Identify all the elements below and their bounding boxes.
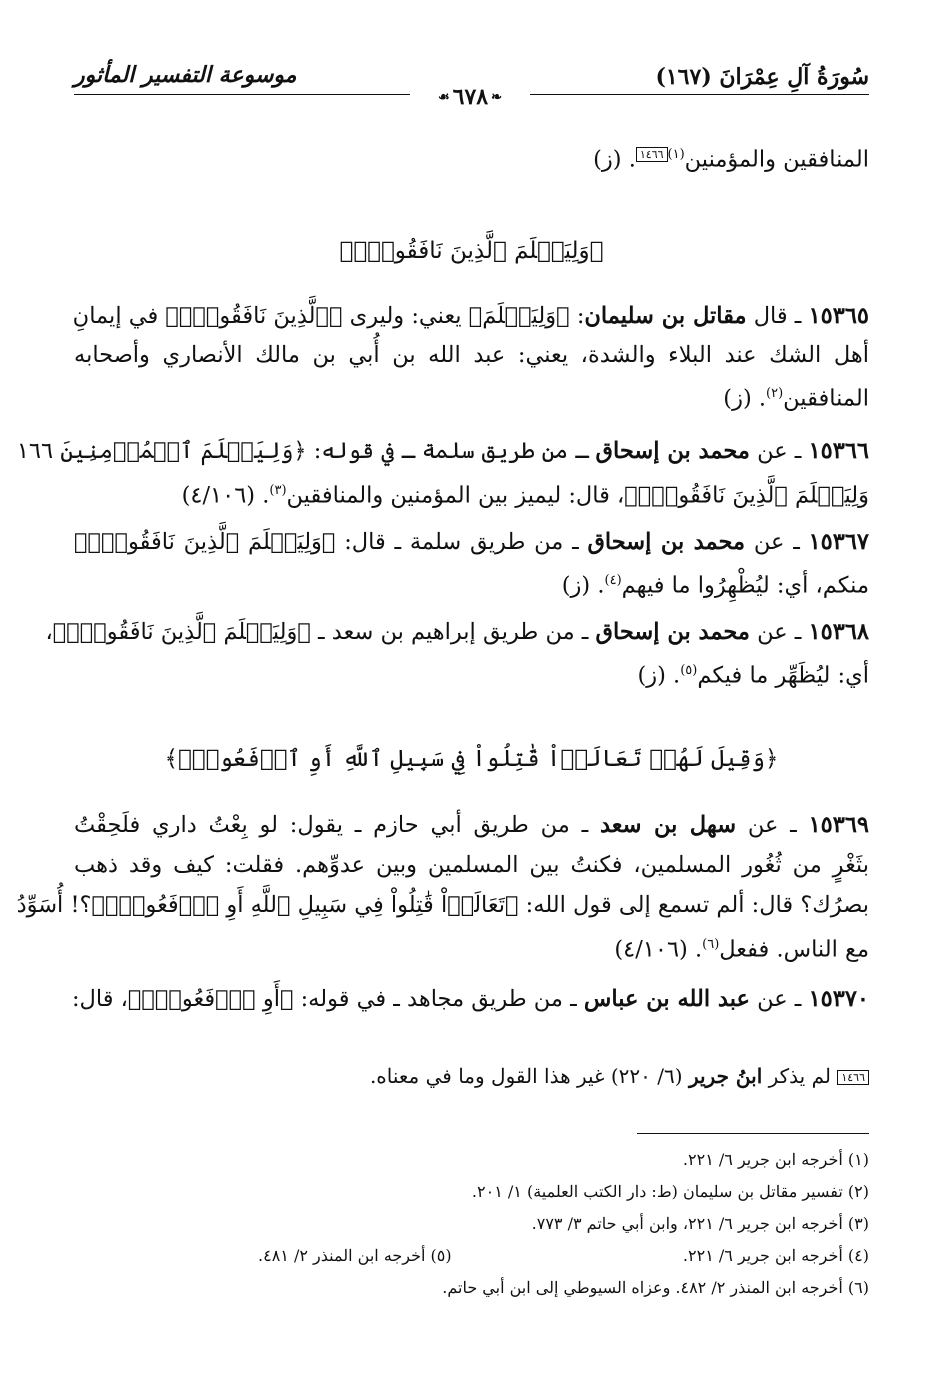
verse-heading: ﴿وَلِيَعۡلَمَ ٱلَّذِينَ نَافَقُواْۚ﴾: [339, 238, 604, 264]
entry-15366-line-1: ١٥٣٦٦ ـ عن محمد بن إسحاق ـ من طريق سلمة ـ في قوله: ﴿وَلِيَعۡلَمَ ٱلۡمُؤۡمِنِينَ ١٦٦: [16, 438, 869, 464]
entry-15369-line-1: ١٥٣٦٩ ـ عن سهل بن سعد ـ من طريق أبي حازم ـ يقول: لو بِعْتُ داري فلَحِقْتُ: [74, 812, 869, 838]
continuation-line: المنافقين والمؤمنين$^{(١)}$١٤٦٦. (ز): [593, 146, 869, 173]
entry-15367-line-1: ١٥٣٦٧ ـ عن محمد بن إسحاق ـ من طريق سلمة ـ قال: ﴿وَلِيَعۡلَمَ ٱلَّذِينَ نَافَقُواْۚ﴾: [74, 529, 869, 555]
entry-15366-line-2: وَلِيَعۡلَمَ ٱلَّذِينَ نَافَقُواْۚ﴾، قال: ليميز بين المؤمنين والمنافقين$^{(٣)}$. (٤/١٠٦): [181, 482, 869, 509]
entry-15368-line-2: أي: ليُظَهِّر ما فيكم$^{(٥)}$. (ز): [637, 662, 869, 689]
footnote-5: (٥) أخرجه ابن المنذر ٢/ ٤٨١.: [258, 1246, 452, 1265]
entry-15365-line-1: ١٥٣٦٥ ـ قال مقاتل بن سليمان: ﴿وَلِيَعۡلَمَ﴾ يعني: وليرى ﴿ٱلَّذِينَ نَافَقُواْۚ﴾ في إيمانِ: [72, 303, 869, 329]
footnote-separator: [637, 1133, 869, 1134]
footnote-4: (٤) أخرجه ابن جرير ٦/ ٢٢١.: [682, 1246, 869, 1265]
entry-15365-line-3: المنافقين$^{(٢)}$. (ز): [723, 385, 869, 412]
entry-15370-line-1: ١٥٣٧٠ ـ عن عبد الله بن عباس ـ من طريق مجاهد ـ في قوله: ﴿أَوِ ٱدۡفَعُواْۖ﴾، قال:: [71, 986, 869, 1012]
note-marker: ١٤٦٦: [636, 147, 668, 162]
entry-15365-line-2: أهل الشك عند البلاء والشدة، يعني: عبد الله بن أُبي بن مالك الأنصاري وأصحابه: [74, 342, 869, 368]
entry-15369-line-4: مع الناس. ففعل$^{(٦)}$. (٤/١٠٦): [614, 936, 869, 963]
encyclopedia-title: موسوعة التفسير المأثور: [74, 62, 297, 88]
ornament-icon: ☙: [437, 90, 450, 105]
entry-15367-line-2: منكم، أي: ليُظْهِرُوا ما فيهم$^{(٤)}$. (ز): [561, 572, 869, 599]
entry-15369-line-2: بثَغْرٍ من ثُغُور المسلمين، فكنتُ بين المسلمين وبين عدوِّهم. فقلت: كيف وقد ذهب: [74, 852, 869, 878]
note-marker: ١٤٦٦: [837, 1070, 869, 1085]
page-number: ❧٦٧٨☙: [410, 86, 530, 108]
footnote-2: (٢) تفسير مقاتل بن سليمان (ط: دار الكتب العلمية) ١/ ٢٠١.: [471, 1182, 869, 1201]
editorial-note: ١٤٦٦ لم يذكر ابنُ جرير (٦/ ٢٢٠) غير هذا القول وما في معناه.: [370, 1064, 869, 1088]
footnote-3: (٣) أخرجه ابن جرير ٦/ ٢٢١، وابن أبي حاتم ٣/ ٧٧٣.: [531, 1214, 869, 1233]
ornament-icon: ❧: [491, 90, 502, 105]
footnote-6: (٦) أخرجه ابن المنذر ٢/ ٤٨٢. وعزاه السيوطي إلى ابن أبي حاتم.: [442, 1278, 869, 1297]
verse-heading: ﴿وَقِيلَ لَهُمۡ تَعَالَوۡاْ قَٰتِلُواْ فِي سَبِيلِ ٱللَّهِ أَوِ ٱدۡفَعُواْۖ﴾: [164, 746, 779, 772]
entry-15368-line-1: ١٥٣٦٨ ـ عن محمد بن إسحاق ـ من طريق إبراهيم بن سعد ـ ﴿وَلِيَعۡلَمَ ٱلَّذِينَ نَافَقُواْۚ﴾،: [45, 619, 869, 645]
surah-header: سُورَةُ آلِ عِمْرَانَ (١٦٧): [655, 64, 869, 90]
footnote-1: (١) أخرجه ابن جرير ٦/ ٢٢١.: [682, 1150, 869, 1169]
entry-15369-line-3: بصرُك؟ قال: ألم تسمع إلى قول الله: ﴿تَعَالَوۡاْ قَٰتِلُواْ فِي سَبِيلِ ٱللَّهِ أَوِ ٱدۡفَعُواْۖ﴾؟! أُسَوِّدُ: [16, 892, 869, 918]
